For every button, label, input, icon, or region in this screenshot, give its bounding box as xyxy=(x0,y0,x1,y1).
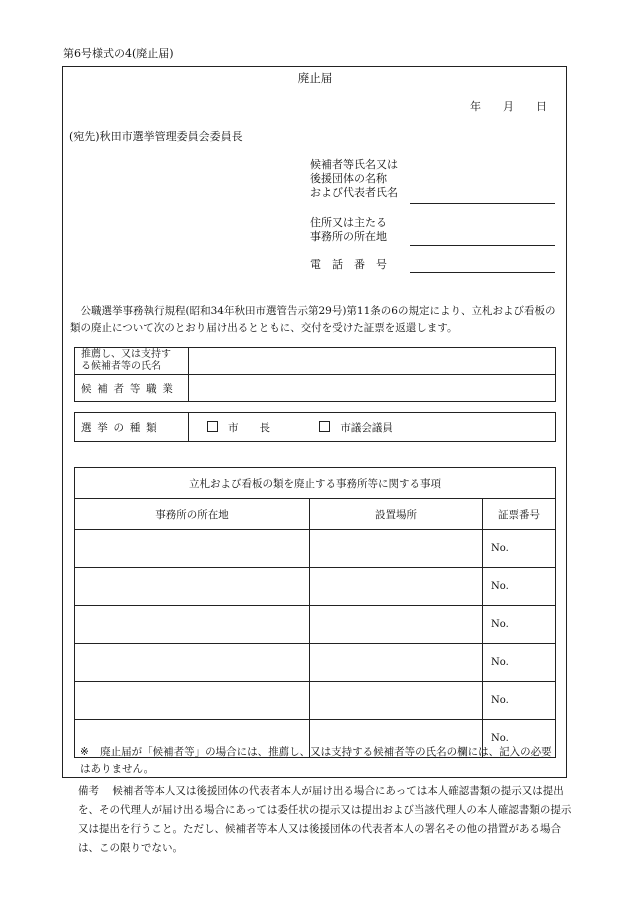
candidate-occupation-field[interactable] xyxy=(189,375,556,402)
name-label-line2: 後援団体の名称 xyxy=(310,172,387,185)
address-label-line2: 事務所の所在地 xyxy=(310,230,387,243)
remark-text: 候補者等本人又は後援団体の代表者本人が届け出る場合にあっては本人確認書類の提示又は提出を、その代理人が届け出る場合にあっては委任状の提示又は提出および当該代理人の本人確認書類の提示又は提出を行うこと。ただし、候補者等本人又は後援団体の代表者本人の署名その他の措置がある場合は、この限りでない。 xyxy=(78,785,572,854)
note-text: 廃止届が「候補者等」の場合には、推薦し、又は支持する候補者等の氏名の欄には、記入の必要はありません。 xyxy=(80,746,552,775)
table-row xyxy=(75,568,556,606)
election-type-label: 選挙の種類 xyxy=(75,413,189,442)
remark-label: 備考 xyxy=(78,785,99,797)
page-title: 廃止届 xyxy=(297,71,333,85)
applicant-address-label xyxy=(310,216,387,244)
candidate-table xyxy=(74,347,556,402)
office-table xyxy=(74,467,556,758)
candidate-name-label xyxy=(75,348,189,375)
addressee: (宛先)秋田市選挙管理委員会委員長 xyxy=(69,130,243,143)
table-row xyxy=(75,682,556,720)
table-row xyxy=(75,530,556,568)
date-month: 月 xyxy=(503,100,514,113)
phone-field[interactable] xyxy=(410,272,555,273)
candidate-name-field[interactable] xyxy=(189,348,556,375)
location-cell[interactable] xyxy=(75,682,310,720)
mayor-option[interactable] xyxy=(207,422,270,434)
location-cell[interactable] xyxy=(75,530,310,568)
candidate-occupation-label: 候補者等職業 xyxy=(75,375,189,402)
number-cell[interactable]: No. xyxy=(483,720,556,758)
phone-label: 電 話 番 号 xyxy=(310,258,387,271)
election-type-options xyxy=(189,413,556,442)
place-cell[interactable] xyxy=(310,606,483,644)
number-cell[interactable]: No. xyxy=(483,682,556,720)
date-year: 年 xyxy=(470,100,481,113)
place-cell[interactable] xyxy=(310,568,483,606)
location-cell[interactable] xyxy=(75,606,310,644)
applicant-name-label xyxy=(310,158,398,200)
location-cell[interactable] xyxy=(75,644,310,682)
place-cell[interactable] xyxy=(310,682,483,720)
candidate-name-label-2: る候補者等の氏名 xyxy=(81,361,161,372)
candidate-name-label-1: 推薦し、又は支持す xyxy=(81,349,171,360)
election-type-table xyxy=(74,412,556,442)
office-table-heading: 立札および看板の類を廃止する事務所等に関する事項 xyxy=(75,468,556,499)
mayor-checkbox[interactable] xyxy=(207,421,218,432)
note xyxy=(80,744,560,778)
council-option[interactable] xyxy=(319,422,393,434)
location-cell[interactable] xyxy=(75,568,310,606)
applicant-name-field[interactable] xyxy=(410,203,555,204)
number-cell[interactable]: No. xyxy=(483,644,556,682)
number-cell[interactable]: No. xyxy=(483,606,556,644)
number-cell[interactable]: No. xyxy=(483,530,556,568)
column-header-number: 証票番号 xyxy=(483,499,556,530)
remark xyxy=(78,782,578,858)
date-line xyxy=(470,98,547,114)
date-day: 日 xyxy=(536,100,547,113)
council-checkbox[interactable] xyxy=(319,421,330,432)
name-label-line3: および代表者氏名 xyxy=(310,186,398,199)
place-cell[interactable] xyxy=(310,644,483,682)
applicant-address-field[interactable] xyxy=(410,245,555,246)
column-header-place: 設置場所 xyxy=(310,499,483,530)
form-caption: 第6号様式の4(廃止届) xyxy=(63,47,174,60)
column-header-location: 事務所の所在地 xyxy=(75,499,310,530)
note-mark: ※ xyxy=(80,746,89,758)
number-cell[interactable]: No. xyxy=(483,568,556,606)
table-row xyxy=(75,644,556,682)
address-label-line1: 住所又は主たる xyxy=(310,216,387,229)
place-cell[interactable] xyxy=(310,530,483,568)
table-row xyxy=(75,606,556,644)
name-label-line1: 候補者等氏名又は xyxy=(310,158,398,171)
council-option-label: 市議会議員 xyxy=(340,421,393,434)
statement-text: 公職選挙事務執行規程(昭和34年秋田市選管告示第29号)第11条の6の規定により、立札および看板の類の廃止について次のとおり届け出るとともに、交付を受けた証票を返還します。 xyxy=(70,305,556,334)
mayor-option-label: 市 長 xyxy=(228,421,270,434)
